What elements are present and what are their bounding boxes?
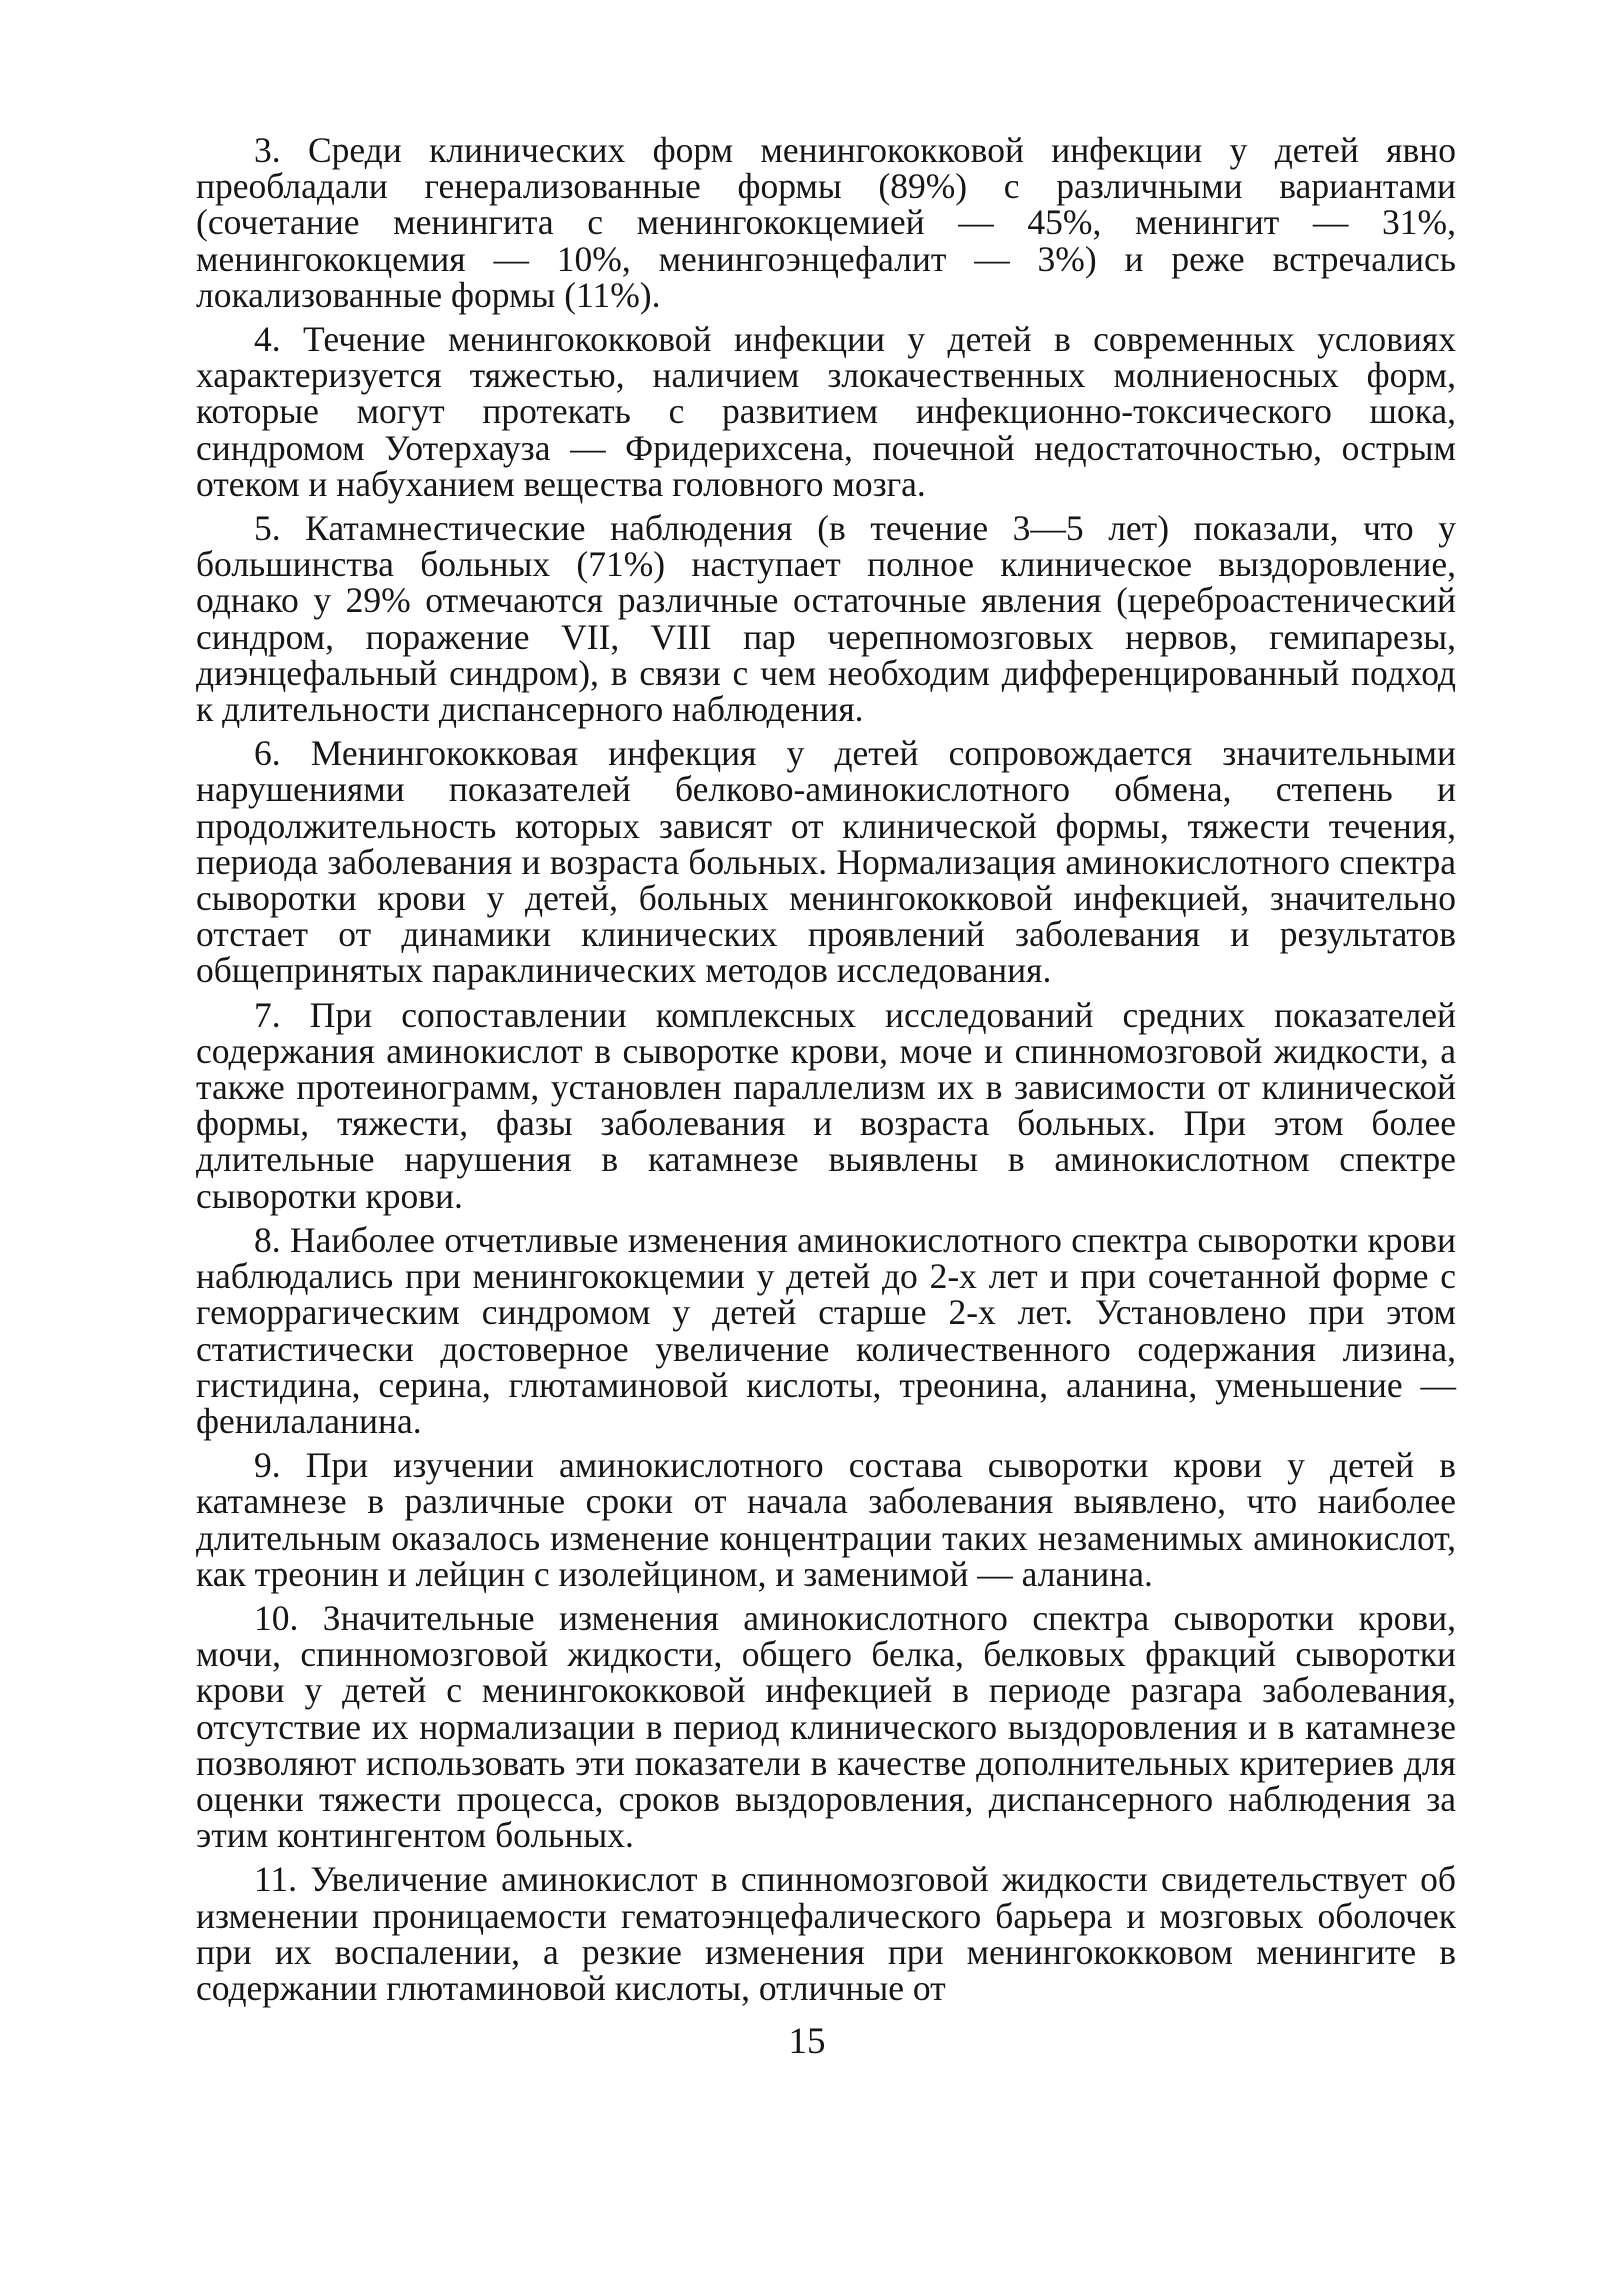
document-body <box>196 132 1456 2014</box>
paragraph-4: 4. Течение менингококковой инфекции у детей в современных условиях характеризуется тяжестью, наличием злокачественных молниеносных форм, которые могут протекать с развитием инфекционно-токсического шока, синдромом Уотерхауза — Фридерихсена, почечной недостаточностью, острым отеком и набуханием вещества головного мозга. <box>196 319 1456 504</box>
paragraph-5: 5. Катамнестические наблюдения (в течение 3—5 лет) показали, что у большинства больных (71%) наступает полное клиническое выздоровление, однако у 29% отмечаются различные остаточные явления (цереброастенический синдром, поражение VII, VIII пар черепномозговых нервов, гемипарезы, диэнцефальный синдром), в связи с чем необходим дифференцированный подход к длительности диспансерного наблюдения. <box>196 508 1456 730</box>
paragraph-3: 3. Среди клинических форм менингококковой инфекции у детей явно преобладали генерализованные формы (89%) с различными вариантами (сочетание менингита с менингококцемией — 45%, менингит — 31%, менингококцемия — 10%, менингоэнцефалит — 3%) и реже встречались локализованные формы (11%). <box>196 130 1456 315</box>
paragraph-7: 7. При сопоставлении комплексных исследований средних показателей содержания аминокислот в сыворотке крови, моче и спинномозговой жидкости, а также протеинограмм, установлен параллелизм их в зависимости от клинической формы, тяжести, фазы заболевания и возраста больных. При этом более длительные нарушения в катамнезе выявлены в аминокислотном спектре сыворотки крови. <box>196 994 1456 1216</box>
page-number: 15 <box>788 2021 826 2062</box>
paragraph-10: 10. Значительные изменения аминокислотного спектра сыворотки крови, мочи, спинномозговой жидкости, общего белка, белковых фракций сыворотки крови у детей с менингококковой инфекцией в периоде разгара заболевания, отсутствие их нормализации в период клинического выздоровления и в катамнезе позволяют использовать эти показатели в качестве дополнительных критериев для оценки тяжести процесса, сроков выздоровления, диспансерного наблюдения за этим контингентом больных. <box>196 1597 1456 1856</box>
paragraph-6: 6. Менингококковая инфекция у детей сопровождается значительными нарушениями показателей белково-аминокислотного обмена, степень и продолжительность которых зависят от клинической формы, тяжести течения, периода заболевания и возраста больных. Нормализация аминокислотного спектра сыворотки крови у детей, больных менингококковой инфекцией, значительно отстает от динамики клинических проявлений заболевания и результатов общепринятых параклинических методов исследования. <box>196 733 1456 991</box>
paragraph-11: 11. Увеличение аминокислот в спинномозговой жидкости свидетельствует об изменении проницаемости гематоэнцефалического барьера и мозговых оболочек при их воспалении, а резкие изменения при менингококковом менингите в содержании глютаминовой кислоты, отличные от <box>196 1859 1456 2008</box>
paragraph-9: 9. При изучении аминокислотного состава сыворотки крови у детей в катамнезе в различные сроки от начала заболевания выявлено, что наиболее длительным оказалось изменение концентрации таких незаменимых аминокислот, как треонин и лейцин с изолейцином, и заменимой — аланина. <box>196 1445 1456 1594</box>
paragraph-8: 8. Наиболее отчетливые изменения аминокислотного спектра сыворотки крови наблюдались при менингококцемии у детей до 2-х лет и при сочетанной форме с геморрагическим синдромом у детей старше 2-х лет. Установлено при этом статистически достоверное увеличение количественного содержания лизина, гистидина, серина, глютаминовой кислоты, треонина, аланина, уменьшение — фенилаланина. <box>196 1219 1456 1441</box>
